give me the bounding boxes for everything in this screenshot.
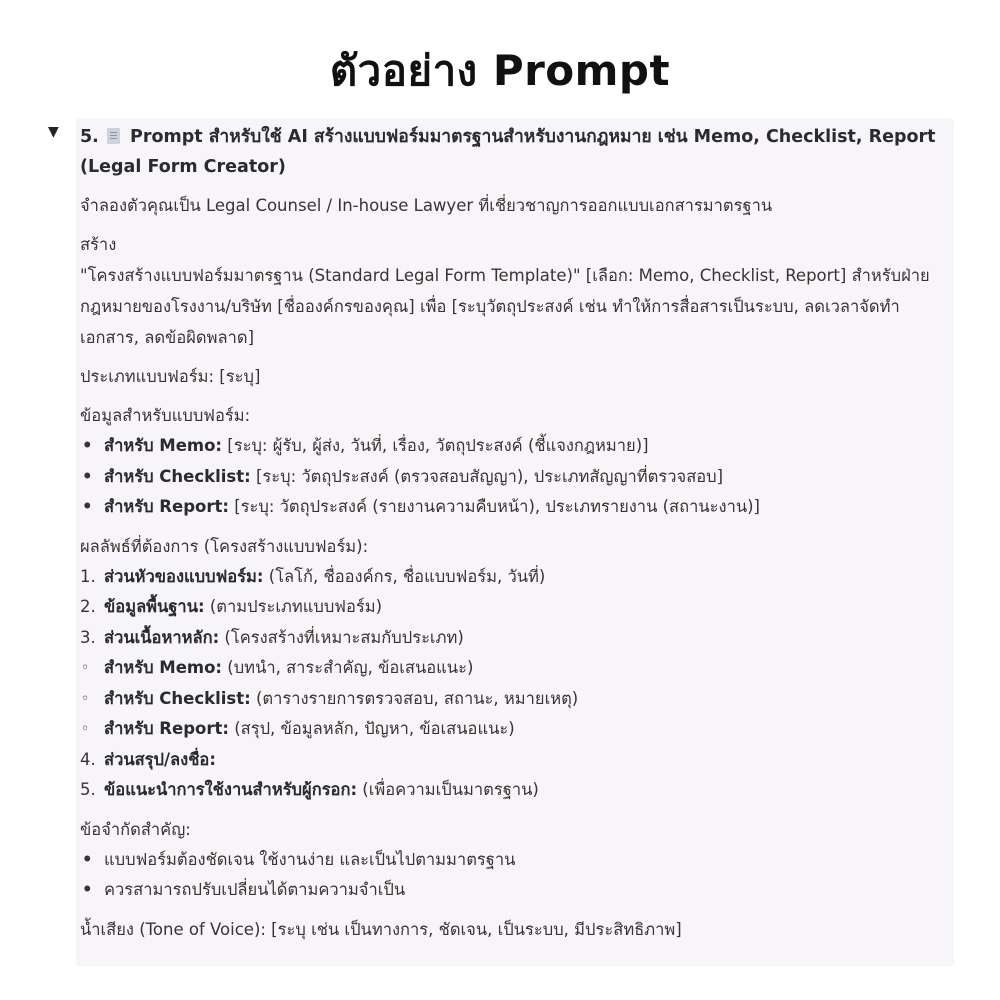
page-icon (107, 128, 120, 144)
item-text: (บทนำ, สาระสำคัญ, ข้อเสนอแนะ) (222, 658, 474, 677)
list-item: • ควรสามารถปรับเปลี่ยนได้ตามความจำเป็น (80, 875, 946, 906)
item-bold: สำหรับ Memo: (104, 436, 223, 455)
item-text: (ตารางรายการตรวจสอบ, สถานะ, หมายเหตุ) (250, 688, 579, 708)
item-text: [ระบุ: วัตถุประสงค์ (ตรวจสอบสัญญา), ประเภทสัญญาที่ตรวจสอบ] (250, 466, 724, 486)
item-bold: สำหรับ Report: (104, 719, 229, 738)
item-bold: ข้อมูลพื้นฐาน: (104, 597, 205, 616)
create-label: สร้าง (80, 235, 117, 254)
item-text: [ระบุ: ผู้รับ, ผู้ส่ง, วันที่, เรื่อง, วัตถุประสงค์ (ชี้แจงกฎหมาย)] (222, 436, 649, 455)
constraints-label: ข้อจำกัดสำคัญ: (80, 819, 191, 839)
output-list (80, 562, 946, 806)
list-item (80, 623, 946, 654)
item-number: 1. (80, 566, 96, 586)
item-text: (เพื่อความเป็นมาตรฐาน) (357, 780, 539, 799)
tone-line: น้ำเสียง (Tone of Voice): [ระบุ เช่น เป็นทางการ, ชัดเจน, เป็นระบบ, มีประสิทธิภาพ] (80, 919, 682, 939)
role-paragraph: จำลองตัวคุณเป็น Legal Counsel / In-house Lawyer ที่เชี่ยวชาญการออกแบบเอกสารมาตรฐาน (80, 196, 773, 215)
toggle-block (48, 118, 956, 966)
item-bold: สำหรับ Report: (104, 497, 229, 516)
item-text: (โครงสร้างที่เหมาะสมกับประเภท) (219, 627, 464, 647)
constraints-list (80, 845, 946, 906)
item-number: 4. (80, 749, 96, 769)
item-bold: สำหรับ Checklist: (104, 688, 251, 708)
create-paragraph: "โครงสร้างแบบฟอร์มมาตรฐาน (Standard Legal Form Template)" [เลือก: Memo, Checklist, Report] สำหรับฝ่ายกฎหมายของโรงงาน/บริษัท [ชื่อองค์กรของคุณ] เพื่อ [ระบุวัตถุประสงค์ เช่น ทำให้การสื่อสารเป็นระบบ, ลดเวลาจัดทำเอกสาร, ลดข้อผิดพลาด] (80, 266, 930, 347)
item-text: (โลโก้, ชื่อองค์กร, ชื่อแบบฟอร์ม, วันที่) (263, 566, 546, 586)
toggle-arrow-icon[interactable]: ▼ (48, 124, 59, 140)
item-number: 5. (80, 780, 96, 799)
form-info-list (80, 431, 946, 523)
item-bold: ส่วนสรุป/ลงชื่อ: (104, 749, 216, 769)
list-item: • แบบฟอร์มต้องชัดเจน ใช้งานง่าย และเป็นไปตามมาตรฐาน (80, 845, 946, 876)
toggle-heading[interactable] (80, 122, 946, 182)
list-item (80, 745, 946, 776)
heading-number: 5. (80, 127, 99, 147)
item-number: 2. (80, 597, 96, 616)
item-bold: ส่วนเนื้อหาหลัก: (104, 627, 220, 647)
item-text: [ระบุ: วัตถุประสงค์ (รายงานความคืบหน้า), ประเภทรายงาน (สถานะงาน)] (228, 497, 760, 516)
list-item (80, 492, 946, 523)
list-item (80, 462, 946, 493)
item-text: (ตามประเภทแบบฟอร์ม) (204, 597, 383, 616)
item-bold: สำหรับ Checklist: (104, 466, 251, 486)
list-subitem (80, 653, 946, 684)
prompt-card (76, 118, 954, 966)
page-title: ตัวอย่าง Prompt (329, 46, 671, 95)
output-label: ผลลัพธ์ที่ต้องการ (โครงสร้างแบบฟอร์ม): (80, 536, 369, 556)
heading-text: Prompt สำหรับใช้ AI สร้างแบบฟอร์มมาตรฐานสำหรับงานกฎหมาย เช่น Memo, Checklist, Report (Legal Form Creator) (80, 127, 936, 177)
item-number: 3. (80, 627, 96, 647)
form-info-label: ข้อมูลสำหรับแบบฟอร์ม: (80, 406, 251, 425)
form-type: ประเภทแบบฟอร์ม: [ระบุ] (80, 367, 261, 386)
item-bold: ส่วนหัวของแบบฟอร์ม: (104, 566, 264, 586)
item-bold: ข้อแนะนำการใช้งานสำหรับผู้กรอก: (104, 780, 358, 799)
item-bold: สำหรับ Memo: (104, 658, 223, 677)
list-item (80, 562, 946, 593)
list-item (80, 775, 946, 806)
list-subitem (80, 684, 946, 715)
item-text: (สรุป, ข้อมูลหลัก, ปัญหา, ข้อเสนอแนะ) (228, 719, 515, 738)
list-item (80, 431, 946, 462)
list-subitem (80, 714, 946, 745)
list-item (80, 592, 946, 623)
